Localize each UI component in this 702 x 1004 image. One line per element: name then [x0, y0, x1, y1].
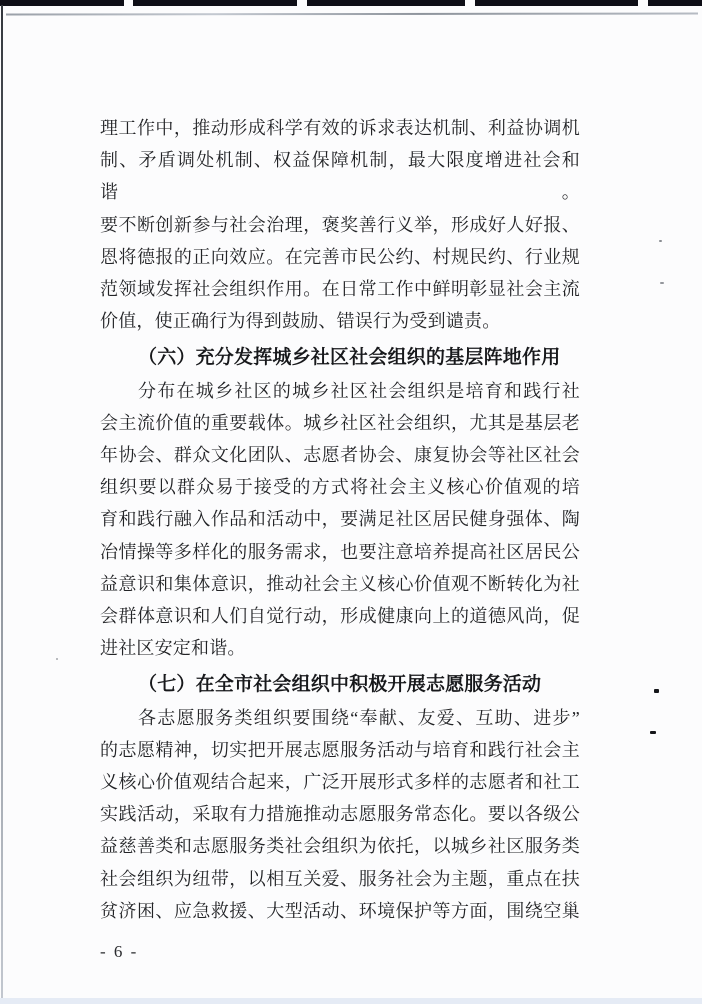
text-line: 组织要以群众易于接受的方式将社会主义核心价值观的培 [100, 477, 580, 498]
page-number: - 6 - [100, 942, 139, 961]
text-line: 会群体意识和人们自觉行动，形成健康向上的道德风尚，促 [100, 606, 580, 627]
ink-speck [56, 658, 58, 660]
scan-top-edge-segment [648, 0, 702, 6]
text-line: 贫济困、应急救援、大型活动、环境保护等方面，围绕空巢 [100, 900, 580, 921]
text-line: 实践活动，采取有力措施推动志愿服务常态化。要以各级公 [100, 804, 580, 825]
text-line: 育和践行融入作品和活动中，要满足社区居民健身强体、陶 [100, 509, 580, 530]
scan-top-edge-segment [0, 0, 124, 6]
section-heading: （七）在全市社会组织中积极开展志愿服务活动 [138, 674, 542, 696]
scan-top-edge-segment [133, 0, 297, 6]
scan-left-edge-line [1, 5, 3, 998]
text-line: 进社区安定和谐。 [100, 638, 246, 659]
text-line: 义核心价值观结合起来，广泛开展形式多样的志愿者和社工 [100, 772, 580, 793]
text-line: 制、矛盾调处机制、权益保障机制，最大限度增进社会和谐。 [100, 150, 580, 203]
ink-speck [659, 240, 662, 242]
paper-top-edge-line [6, 13, 698, 16]
scanner-bed-strip [0, 998, 702, 1004]
text-line: 各志愿服务类组织要围绕“奉献、友爱、互助、进步” [138, 707, 580, 728]
text-line: 益意识和集体意识，推动社会主义核心价值观不断转化为社 [100, 573, 580, 594]
text-line: 益慈善类和志愿服务类社会组织为依托，以城乡社区服务类 [100, 836, 580, 857]
text-line: 的志愿精神，切实把开展志愿服务活动与培育和践行社会主 [100, 739, 580, 760]
ink-speck [654, 689, 659, 693]
text-line: 分布在城乡社区的城乡社区社会组织是培育和践行社 [138, 380, 580, 401]
text-line: 社会组织为纽带，以相互关爱、服务社会为主题，重点在扶 [100, 868, 580, 889]
text-block [100, 112, 580, 927]
text-line: 年协会、群众文化团队、志愿者协会、康复协会等社区社会 [100, 445, 580, 466]
scan-top-edge-segment [307, 0, 465, 6]
text-line: 冶情操等多样化的服务需求，也要注意培养提高社区居民公 [100, 541, 580, 562]
text-line: 理工作中，推动形成科学有效的诉求表达机制、利益协调机 [100, 118, 580, 138]
text-line: 范领域发挥社会组织作用。在日常工作中鲜明彰显社会主流 [100, 279, 580, 300]
ink-speck [660, 282, 664, 284]
text-line: 会主流价值的重要载体。城乡社区社会组织，尤其是基层老 [100, 412, 580, 433]
section-heading: （六）充分发挥城乡社区社会组织的基层阵地作用 [138, 347, 561, 369]
ink-speck [650, 731, 656, 734]
text-line: 恩将德报的正向效应。在完善市民公约、村规民约、行业规 [100, 246, 580, 267]
text-line: 价值，使正确行为得到鼓励、错误行为受到谴责。 [100, 311, 501, 332]
text-line: 要不断创新参与社会治理，褒奖善行义举，形成好人好报、 [100, 214, 580, 235]
scan-top-edge-segment [475, 0, 638, 6]
